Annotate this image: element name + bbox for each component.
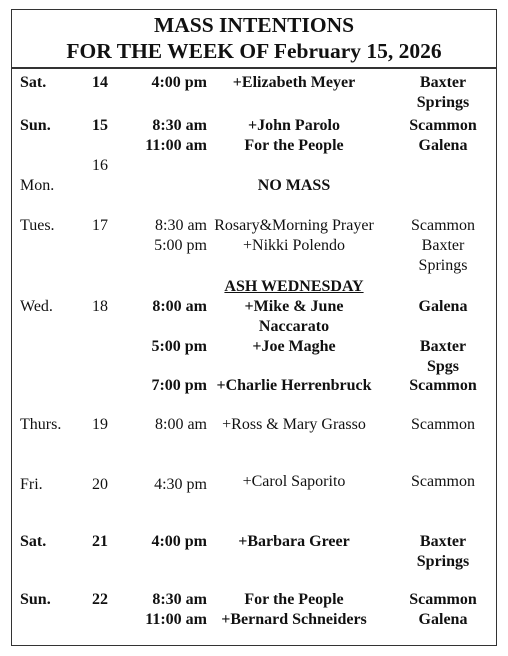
location: Baxter <box>419 74 467 91</box>
mass-time: 8:00 am <box>155 416 207 433</box>
date-number: 17 <box>92 217 108 234</box>
date-number: 19 <box>92 416 108 433</box>
mass-time: 11:00 am <box>145 137 207 154</box>
day-label: Fri. <box>20 476 43 493</box>
intention: +Bernard Schneiders <box>221 611 367 628</box>
header-divider <box>11 67 497 69</box>
location: Scammon <box>411 217 475 234</box>
date-number: 21 <box>92 533 108 550</box>
day-label: Thurs. <box>20 416 62 433</box>
page-title: MASS INTENTIONS <box>153 13 355 37</box>
mass-time: 8:30 am <box>152 117 207 134</box>
mass-time: 5:00 pm <box>151 338 207 355</box>
location-line2: Springs <box>416 94 470 111</box>
location: Galena <box>418 611 468 628</box>
day-label: Sun. <box>20 591 51 608</box>
intention: For the People <box>244 137 344 154</box>
intention: +Mike & June <box>244 298 344 315</box>
intention: +Joe Maghe <box>252 338 336 355</box>
date-number: 18 <box>92 298 108 315</box>
intention-continued: Naccarato <box>258 318 330 335</box>
location-line2: Springs <box>418 257 468 274</box>
mass-time: 8:00 am <box>152 298 207 315</box>
intention: For the People <box>244 591 344 608</box>
intention: +Carol Saporito <box>242 473 346 490</box>
day-label: Wed. <box>20 298 53 315</box>
location: Scammon <box>409 377 477 394</box>
date-number: 22 <box>92 591 108 608</box>
intention: +Elizabeth Meyer <box>232 74 356 91</box>
location-line2: Spgs <box>426 358 460 375</box>
day-label: Sat. <box>20 74 47 91</box>
date-number: 14 <box>92 74 108 91</box>
intention: +John Parolo <box>248 117 340 134</box>
day-label: Sun. <box>20 117 51 134</box>
no-mass-notice: NO MASS <box>257 177 331 194</box>
mass-time: 4:00 pm <box>151 74 207 91</box>
date-number: 16 <box>92 157 108 174</box>
intention: +Ross & Mary Grasso <box>222 416 366 433</box>
intention: Rosary&Morning Prayer <box>214 217 374 234</box>
location: Scammon <box>409 117 477 134</box>
ash-wednesday-heading: ASH WEDNESDAY <box>224 278 364 295</box>
location: Baxter <box>419 338 467 355</box>
date-number: 20 <box>92 476 108 493</box>
location-line2: Springs <box>416 553 470 570</box>
location: Galena <box>418 137 468 154</box>
intention: +Nikki Polendo <box>243 237 345 254</box>
mass-time: 4:00 pm <box>151 533 207 550</box>
location: Scammon <box>409 591 477 608</box>
mass-time: 5:00 pm <box>154 237 207 254</box>
intention: +Charlie Herrenbruck <box>216 377 372 394</box>
intention: +Barbara Greer <box>238 533 350 550</box>
mass-time: 7:00 pm <box>151 377 207 394</box>
date-number: 15 <box>92 117 108 134</box>
mass-time: 11:00 am <box>145 611 207 628</box>
mass-time: 4:30 pm <box>154 476 207 493</box>
location: Baxter <box>419 533 467 550</box>
location: Baxter <box>421 237 465 254</box>
location: Galena <box>418 298 468 315</box>
mass-time: 8:30 am <box>152 591 207 608</box>
day-label: Tues. <box>20 217 55 234</box>
day-label: Mon. <box>20 177 55 194</box>
location: Scammon <box>411 473 475 490</box>
week-subtitle: FOR THE WEEK OF February 15, 2026 <box>66 39 442 63</box>
location: Scammon <box>411 416 475 433</box>
day-label: Sat. <box>20 533 47 550</box>
mass-time: 8:30 am <box>155 217 207 234</box>
